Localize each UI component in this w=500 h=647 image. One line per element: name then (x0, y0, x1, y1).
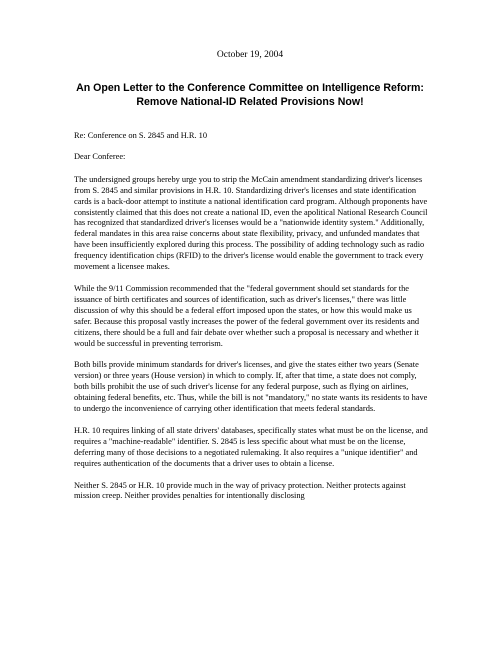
paragraph-2: While the 9/11 Commission recommended that the "federal government should set standards for the issuance of birth certificates and sources of identification, such as driver's licenses," there was little discussion of why this should be a federal effort imposed upon the states, or how this would make us safer. Because this proposal vastly increases the power of the federal government over its residents and citizens, there should be a full and fair debate over whether such a proposal is necessary and whether it would be successful in preventing terrorism. (74, 283, 420, 348)
paragraph-1: The undersigned groups hereby urge you to strip the McCain amendment standardizing driver's licenses from S. 2845 and similar provisions in H.R. 10. Standardizing driver's licenses and state identification cards is a back-door attempt to institute a national identification card program. Although proponents have consistently claimed that this does not create a national ID, even the apolitical National Research Council has recognized that standardized driver's licenses would be a "nationwide identity system." Additionally, federal mandates in this area raise concerns about state flexibility, privacy, and unfunded mandates that have been insufficiently explored during this process. The possibility of adding technology such as radio frequency identification chips (RFID) to the driver's license would enable the government to track every movement a licensee makes. (74, 174, 428, 272)
letter-date: October 19, 2004 (216, 50, 284, 60)
re-line: Re: Conference on S. 2845 and H.R. 10 (74, 131, 208, 140)
letter-title-line-2: Remove National-ID Related Provisions Now! (136, 96, 364, 108)
paragraph-3: Both bills provide minimum standards for driver's licenses, and give the states either two years (Senate version) or three years (House version) in which to comply. If, after that time, a state does not comply, both bills prohibit the use of such driver's license for any federal purpose, such as flying on airlines, obtaining federal benefits, etc. Thus, while the bill is not "mandatory," no state wants its residents to have to undergo the inconvenience of carrying other identification that meets federal standards. (74, 360, 428, 414)
letter-title (60, 81, 440, 109)
letter-title-line-1: An Open Letter to the Conference Committee on Intelligence Reform: (76, 82, 424, 94)
paragraph-5: Neither S. 2845 or H.R. 10 provide much in the way of privacy protection. Neither protects against mission creep. Neither provides penalties for intentionally disclosing (74, 480, 406, 501)
salutation: Dear Conferee: (74, 151, 126, 161)
letter-body (74, 131, 430, 513)
paragraph-4: H.R. 10 requires linking of all state drivers' databases, specifically states what must be on the license, and requires a "machine-readable" identifier. S. 2845 is less specific about what must be on the license, deferring many of those decisions to a negotiated rulemaking. It also requires a "unique identifier" and requires authentication of the documents that a driver uses to obtain a license. (74, 425, 428, 468)
